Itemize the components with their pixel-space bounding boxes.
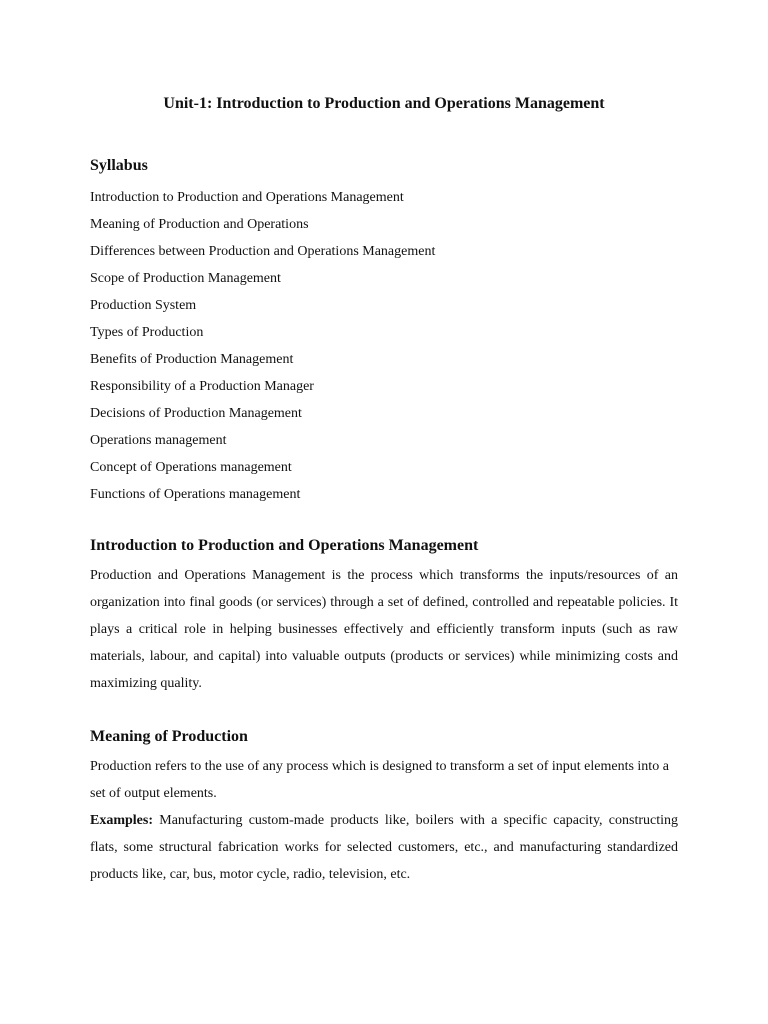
- list-item: Operations management: [90, 433, 227, 448]
- list-item: Decisions of Production Management: [90, 406, 302, 421]
- examples-label: Examples:: [90, 813, 153, 828]
- introduction-heading: Introduction to Production and Operations Management: [90, 537, 479, 554]
- list-item: Benefits of Production Management: [90, 352, 294, 367]
- introduction-paragraph: Production and Operations Management is the process which transforms the inputs/resources of an organization into final goods (or services) through a set of defined, controlled and repeatable policies. It plays a critical role in helping businesses effectively and efficiently transform inputs (such as raw materials, labour, and capital) into valuable outputs (products or services) while minimizing costs and maximizing quality.: [90, 568, 678, 691]
- list-item: Differences between Production and Operations Management: [90, 244, 436, 259]
- list-item: Production System: [90, 298, 197, 313]
- syllabus-heading: Syllabus: [90, 157, 148, 174]
- list-item: Introduction to Production and Operations Management: [90, 190, 404, 205]
- meaning-of-production-heading: Meaning of Production: [90, 728, 248, 745]
- document-title: Unit-1: Introduction to Production and Operations Management: [163, 95, 605, 112]
- examples-paragraph: [90, 807, 678, 888]
- examples-text: Manufacturing custom-made products like, boilers with a specific capacity, constructing flats, some structural fabrication works for selected customers, etc., and manufacturing standardized products like, car, bus, motor cycle, radio, television, etc.: [90, 813, 678, 882]
- syllabus-list: [90, 184, 435, 508]
- list-item: Scope of Production Management: [90, 271, 281, 286]
- list-item: Types of Production: [90, 325, 204, 340]
- list-item: Meaning of Production and Operations: [90, 217, 309, 232]
- list-item: Functions of Operations management: [90, 487, 301, 502]
- meaning-of-production-paragraph: Production refers to the use of any process which is designed to transform a set of input elements into a set of output elements.: [90, 759, 669, 801]
- list-item: Responsibility of a Production Manager: [90, 379, 314, 394]
- list-item: Concept of Operations management: [90, 460, 292, 475]
